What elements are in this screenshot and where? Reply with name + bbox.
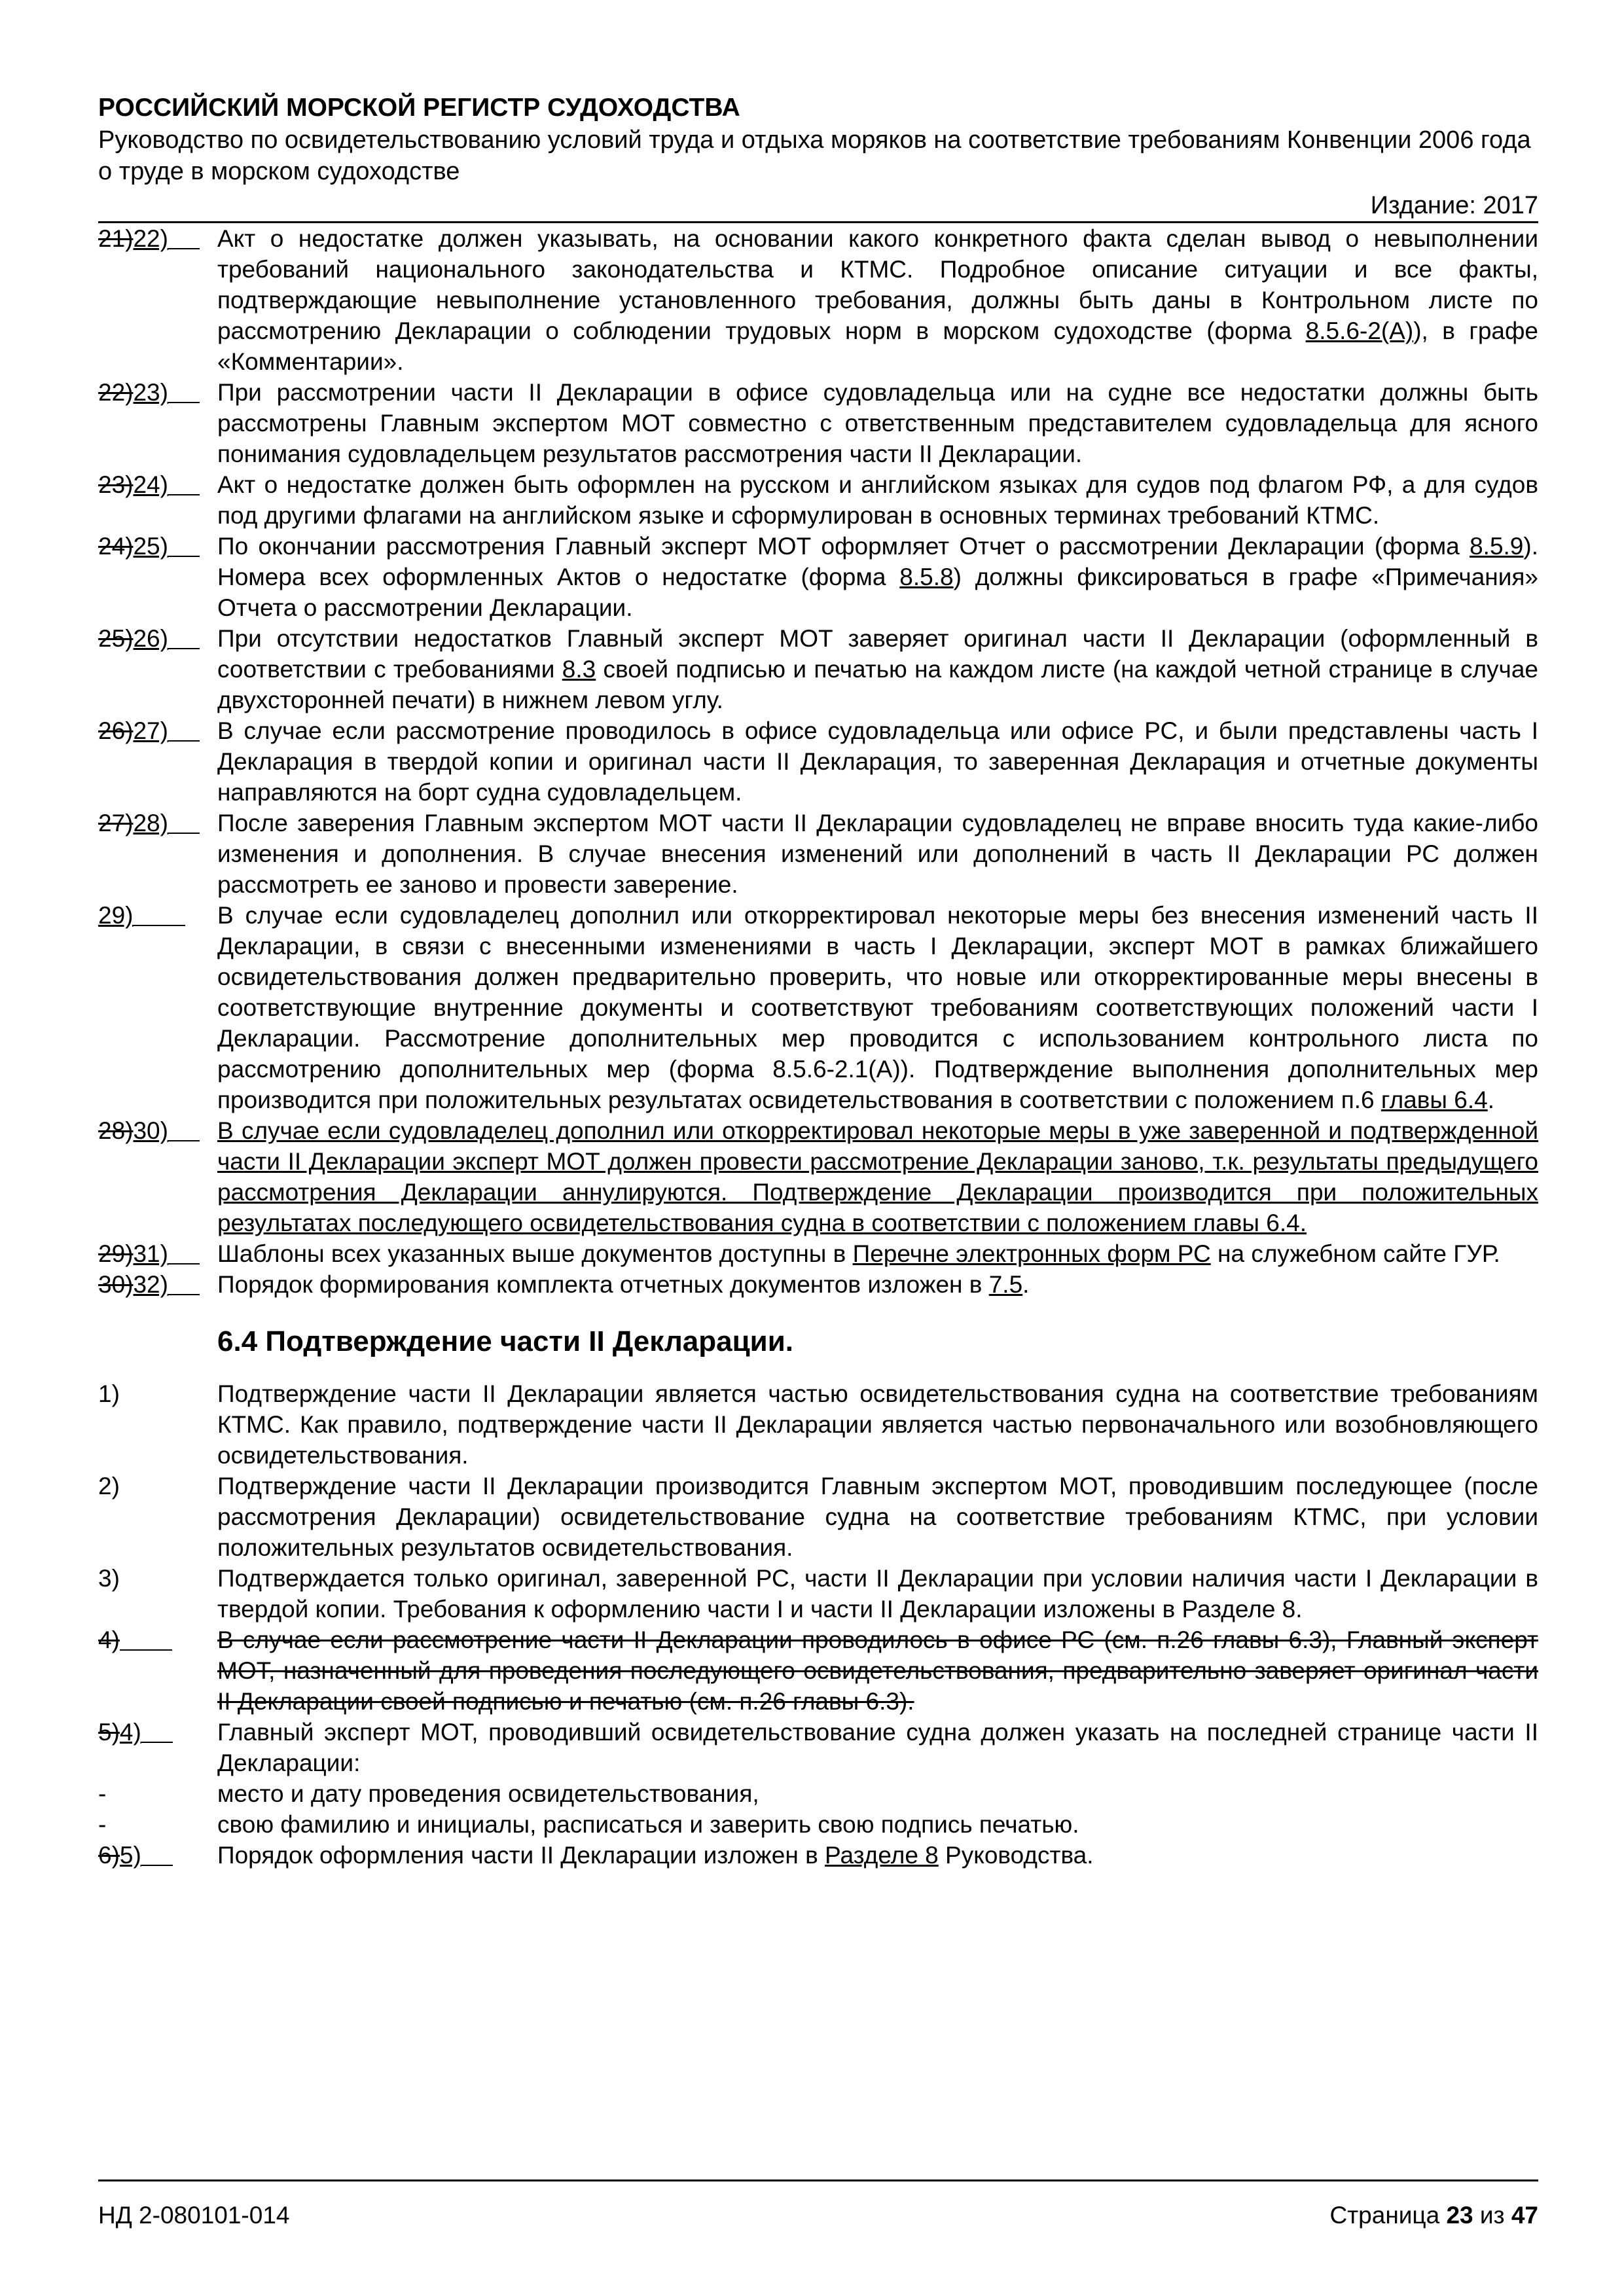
list-item — [98, 623, 1538, 715]
item-text — [217, 1563, 1538, 1624]
item-text — [217, 1809, 1538, 1840]
item-text — [217, 623, 1538, 715]
item-text — [217, 1717, 1538, 1778]
item-number-inserted: 24) — [133, 471, 168, 498]
item-number — [98, 1471, 217, 1501]
item-text-body: В случае если судовладелец дополнил или откорректировал некоторые меры в уже заверенной и подтвержденной части II Декларации эксперт МОТ должен провести рассмотрение Декларации заново, т.к. результаты предыдущего рассмотрения Декларации аннулируются. Подтверждение Декларации производится при положительных результатах последующего освидетельствования судна в соответствии с положением главы 6.4. — [217, 1117, 1538, 1236]
number-leader-rule — [168, 808, 200, 834]
item-text-body: Акт о недостатке должен указывать, на основании какого конкретного факта сделан вывод о невыполнении требований национального законодательства и КТМС. Подробное описание ситуации и все факты, подтверждающие невыполнение установленного требования, должны быть даны в Контрольном листе по рассмотрению Декларации о соблюдении трудовых норм в морском судоходстве (форма — [217, 225, 1538, 344]
item-text — [217, 1269, 1538, 1300]
item-number-inserted: 25) — [133, 533, 168, 560]
item-text-body: Подтверждается только оригинал, заверенной РС, части II Декларации при условии наличия части I Декларации в твердой копии. Требования к оформлению части I и части II Декларации изложены в Разделе 8. — [217, 1565, 1538, 1623]
item-number — [98, 1624, 217, 1655]
item-number — [98, 1115, 217, 1146]
item-number-inserted: 2) — [98, 1473, 120, 1499]
item-number-inserted: 29) — [98, 902, 134, 929]
item-number-inserted: 22) — [133, 225, 168, 252]
item-text — [217, 1624, 1538, 1717]
item-number-inserted: 27) — [133, 717, 168, 744]
item-number — [98, 715, 217, 746]
list-item — [98, 1115, 1538, 1238]
number-leader-rule — [168, 623, 200, 649]
item-text-body: Главный эксперт МОТ, проводивший освидетельствование судна должен указать на последней странице части II Декларации: — [217, 1719, 1538, 1776]
item-number-inserted: 26) — [133, 625, 168, 652]
item-number-inserted: - — [98, 1780, 107, 1807]
list-item — [98, 1717, 1538, 1778]
item-number — [98, 1840, 217, 1871]
item-number — [98, 1809, 217, 1840]
item-text-body: В случае если судовладелец дополнил или откорректировал некоторые меры без внесения изменений часть II Декларации, в связи с внесенными изменениями в часть I Декларации, эксперт МОТ в рамках ближайшего освидетельствования должен предварительно проверить, что новые или откорректированные меры внесены в соответствующие внутренние документы и соответствуют требованиям соответствующих положений части I Декларации. Рассмотрение дополнительных мер проводится с использованием контрольного листа по рассмотрению дополнительных мер (форма 8.5.6-2.1(А)). Подтверждение выполнения дополнительных мер производится при положительных результатах освидетельствования в соответствии с положением п.6 — [217, 902, 1538, 1113]
item-number-deleted: 5) — [98, 1719, 120, 1746]
list-item — [98, 223, 1538, 377]
item-number — [98, 469, 217, 500]
item-number-inserted: 3) — [98, 1565, 120, 1592]
item-number-inserted: 23) — [133, 379, 168, 406]
item-number-deleted: 6) — [98, 1842, 120, 1869]
page-label: Страница — [1329, 2202, 1440, 2229]
item-text — [217, 469, 1538, 531]
list-item — [98, 531, 1538, 623]
item-number-inserted: 32) — [133, 1271, 168, 1298]
item-text-body: ) должны фиксироваться в графе «Примечания» Отчета о рассмотрении Декларации. — [217, 564, 1538, 621]
list-item — [98, 808, 1538, 900]
item-number-inserted: 5) — [119, 1842, 141, 1869]
item-text — [217, 377, 1538, 469]
item-number-deleted: 23) — [98, 471, 134, 498]
page-current: 23 — [1446, 2202, 1473, 2229]
list-item — [98, 469, 1538, 531]
item-text-body: Порядок оформления части II Декларации изложен в — [217, 1842, 825, 1869]
list-item — [98, 1778, 1538, 1809]
item-number-inserted: 28) — [133, 810, 168, 836]
clause-list-6-3 — [98, 223, 1538, 1300]
document-subtitle: Руководство по освидетельствованию условий труда и отдыха моряков на соответствие требованиям Конвенции 2006 года о труде в морском судоходстве — [98, 126, 1531, 185]
item-text-body: ), в графе «Комментарии». — [217, 317, 1538, 375]
item-number-deleted: 29) — [98, 1240, 134, 1267]
page-number — [1330, 2200, 1539, 2231]
list-item — [98, 715, 1538, 808]
item-text — [217, 808, 1538, 900]
item-number-deleted: 26) — [98, 717, 134, 744]
number-leader-rule — [168, 377, 200, 403]
item-text-body: По окончании рассмотрения Главный эксперт МОТ оформляет Отчет о рассмотрении Декларации (форма — [217, 533, 1470, 560]
item-text-body: При рассмотрении части II Декларации в офисе судовладельца или на судне все недостатки должны быть рассмотрены Главным экспертом МОТ совместно с ответственным представителем судовладельца для ясного понимания судовладельцем результатов рассмотрения части II Декларации. — [217, 379, 1538, 467]
number-leader-rule — [168, 1238, 200, 1265]
item-text-body: После заверения Главным экспертом МОТ части II Декларации судовладелец не вправе вносить туда какие-либо изменения и дополнения. В случае внесения изменений или дополнений в часть II Декларации РС должен рассмотреть ее заново и провести заверение. — [217, 810, 1538, 898]
number-leader-rule — [168, 1115, 200, 1141]
item-text — [217, 1778, 1538, 1809]
section-heading: 6.4 Подтверждение части II Декларации. — [217, 1325, 793, 1357]
list-item — [98, 1563, 1538, 1624]
item-number — [98, 1778, 217, 1809]
item-number-inserted: 4) — [119, 1719, 141, 1746]
item-text — [217, 715, 1538, 808]
item-text-body: Подтверждение части II Декларации производится Главным экспертом МОТ, проводившим последующее (после рассмотрения Декларации) освидетельствование судна на соответствие требованиям КТМС, при условии положительных результатов освидетельствования. — [217, 1473, 1538, 1561]
item-number-deleted: 30) — [98, 1271, 134, 1298]
item-text — [217, 1471, 1538, 1563]
item-text — [217, 531, 1538, 623]
item-text-body: Руководства. — [938, 1842, 1094, 1869]
item-number — [98, 1563, 217, 1594]
item-number — [98, 1238, 217, 1269]
page-of-label: из — [1479, 2202, 1505, 2229]
clause-list-6-4 — [98, 1378, 1538, 1871]
item-text-body: место и дату проведения освидетельствования, — [217, 1780, 759, 1807]
number-leader-rule — [120, 1624, 172, 1651]
document-page — [98, 92, 1538, 1871]
item-text-body: . — [1022, 1271, 1030, 1298]
item-number — [98, 377, 217, 408]
number-leader-rule — [168, 223, 200, 249]
item-text-body: При отсутствии недостатков Главный эксперт МОТ заверяет оригинал части II Декларации (оформленный в соответствии с требованиями — [217, 625, 1538, 683]
item-number-deleted: 28) — [98, 1117, 134, 1144]
list-item — [98, 1809, 1538, 1840]
item-text-body: свою фамилию и инициалы, расписаться и заверить свою подпись печатью. — [217, 1811, 1079, 1838]
item-number — [98, 223, 217, 254]
item-number-deleted: 4) — [98, 1626, 120, 1653]
list-item — [98, 1238, 1538, 1269]
cross-reference-link[interactable]: главы 6.4 — [1380, 1086, 1488, 1113]
number-leader-rule — [133, 900, 185, 926]
list-item — [98, 377, 1538, 469]
item-number — [98, 623, 217, 654]
item-text-body: Акт о недостатке должен быть оформлен на русском и английском языках для судов под флагом РФ, а для судов под другими флагами на английском языке и сформулирован в основных терминах требований КТМС. — [217, 471, 1538, 529]
item-text — [217, 1238, 1538, 1269]
item-number-deleted: 27) — [98, 810, 134, 836]
item-number — [98, 1269, 217, 1300]
item-text-body: на служебном сайте ГУР. — [1210, 1240, 1500, 1267]
cross-reference-link[interactable]: 8.5.9 — [1470, 533, 1524, 560]
list-item — [98, 900, 1538, 1115]
item-text — [217, 1115, 1538, 1238]
cross-reference-link[interactable]: 8.5.8 — [899, 564, 954, 590]
item-number-inserted: - — [98, 1811, 107, 1838]
list-item — [98, 1471, 1538, 1563]
page-footer — [98, 2179, 1538, 2231]
item-number-inserted: 31) — [133, 1240, 168, 1267]
item-number-deleted: 25) — [98, 625, 134, 652]
item-number-deleted: 22) — [98, 379, 134, 406]
item-number-deleted: 21) — [98, 225, 134, 252]
item-text-body: В случае если рассмотрение части II Декларации проводилось в офисе РС (см. п.26 главы 6.3), Главный эксперт МОТ, назначенный для проведения последующего освидетельствования, предварительно заверяет оригинал части II Декларации своей подписью и печатью (см. п.26 главы 6.3). — [217, 1626, 1538, 1715]
number-leader-rule — [168, 469, 200, 495]
item-text-body: Шаблоны всех указанных выше документов доступны в — [217, 1240, 853, 1267]
item-number-inserted: 30) — [133, 1117, 168, 1144]
item-number — [98, 808, 217, 838]
cross-reference-link[interactable]: 8.3 — [562, 656, 596, 683]
list-item — [98, 1624, 1538, 1717]
item-text-body: ). Номера всех оформленных Актов о недостатке (форма — [217, 533, 1538, 590]
cross-reference-link[interactable]: 8.5.6-2(А) — [1305, 317, 1414, 344]
number-leader-rule — [168, 715, 200, 742]
item-number-inserted: 1) — [98, 1380, 120, 1407]
item-number — [98, 1378, 217, 1409]
number-leader-rule — [168, 531, 200, 557]
list-item — [98, 1269, 1538, 1300]
edition-label: Издание: 2017 — [1370, 192, 1538, 219]
item-number-deleted: 24) — [98, 533, 134, 560]
item-text-body: Порядок формирования комплекта отчетных документов изложен в — [217, 1271, 989, 1298]
page-total: 47 — [1511, 2202, 1538, 2229]
item-text — [217, 223, 1538, 377]
item-number — [98, 1717, 217, 1748]
item-number — [98, 900, 217, 931]
number-leader-rule — [141, 1840, 173, 1866]
item-text-body: своей подписью и печатью на каждом листе (на каждой четной странице в случае двухсторонней печати) в нижнем левом углу. — [217, 656, 1538, 713]
number-leader-rule — [141, 1717, 173, 1743]
list-item — [98, 1378, 1538, 1471]
cross-reference-link[interactable]: 7.5 — [988, 1271, 1023, 1298]
item-text — [217, 1840, 1538, 1871]
item-number — [98, 531, 217, 562]
item-text-body: Подтверждение части II Декларации является частью освидетельствования судна на соответствие требованиям КТМС. Как правило, подтверждение части II Декларации является частью первоначального или возобновляющего освидетельствования. — [217, 1380, 1538, 1469]
item-text — [217, 900, 1538, 1115]
cross-reference-link[interactable]: Разделе 8 — [825, 1842, 939, 1869]
number-leader-rule — [168, 1269, 200, 1295]
list-item — [98, 1840, 1538, 1871]
item-text-body: В случае если рассмотрение проводилось в офисе судовладельца или офисе РС, и были представлены часть I Декларация в твердой копии и оригинал части II Декларация, то заверенная Декларация и отчетные документы направляются на борт судна судовладельцем. — [217, 717, 1538, 806]
item-text-body: . — [1487, 1086, 1494, 1113]
item-text — [217, 1378, 1538, 1471]
organization-name: РОССИЙСКИЙ МОРСКОЙ РЕГИСТР СУДОХОДСТВА — [98, 94, 740, 122]
document-code: НД 2-080101-014 — [98, 2202, 290, 2229]
cross-reference-link[interactable]: Перечне электронных форм РС — [852, 1240, 1211, 1267]
